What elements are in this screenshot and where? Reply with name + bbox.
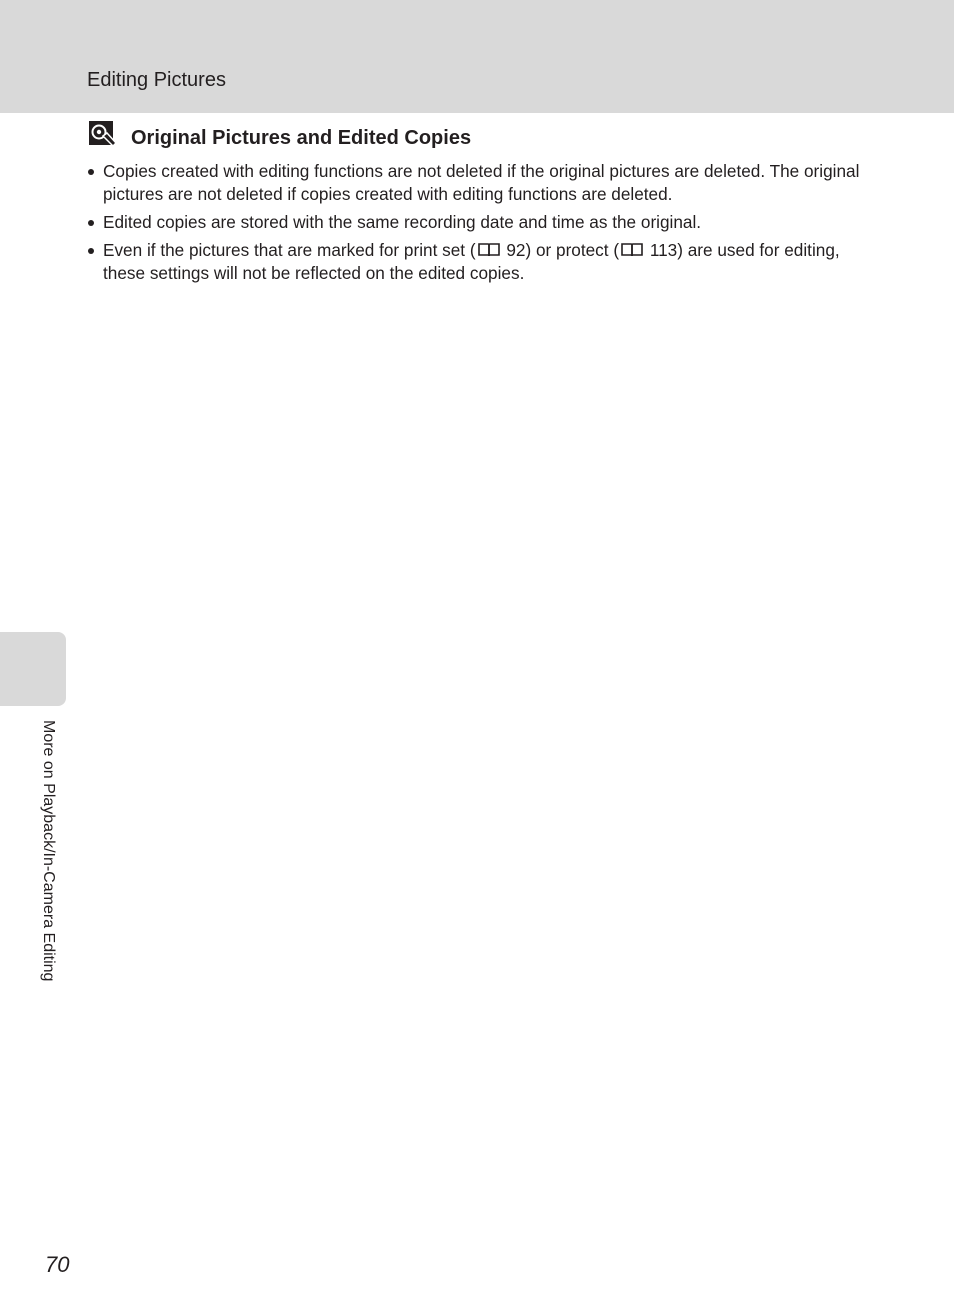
header-title: Editing Pictures bbox=[87, 69, 226, 91]
side-tab-label: More on Playback/In-Camera Editing bbox=[40, 720, 57, 982]
bullet-text: Copies created with editing functions are not deleted if the original pictures are deleted. The original pictures are not deleted if copies created with editing functions are deleted. bbox=[103, 161, 860, 204]
book-reference-icon[interactable] bbox=[620, 242, 644, 257]
list-item bbox=[87, 211, 877, 234]
page-reference: 92) or protect ( bbox=[501, 240, 620, 260]
bullet-list bbox=[87, 160, 877, 290]
bullet-text: Edited copies are stored with the same recording date and time as the original. bbox=[103, 212, 702, 232]
bullet-dot bbox=[88, 169, 94, 175]
note-icon bbox=[88, 120, 118, 150]
page-reference: 113) are used for editing, these settings will not be reflected on the edited copies. bbox=[103, 240, 840, 283]
book-reference-icon[interactable] bbox=[477, 242, 501, 257]
bullet-dot bbox=[88, 248, 94, 254]
bullet-dot bbox=[88, 220, 94, 226]
list-item bbox=[87, 239, 877, 285]
side-tab bbox=[0, 632, 66, 706]
side-label-wrap bbox=[38, 720, 58, 1020]
page-number: 70 bbox=[45, 1252, 70, 1277]
bullet-text: Even if the pictures that are marked for print set ( bbox=[103, 240, 476, 260]
header-band bbox=[0, 0, 954, 113]
section-heading: Original Pictures and Edited Copies bbox=[131, 127, 472, 149]
list-item bbox=[87, 160, 877, 206]
